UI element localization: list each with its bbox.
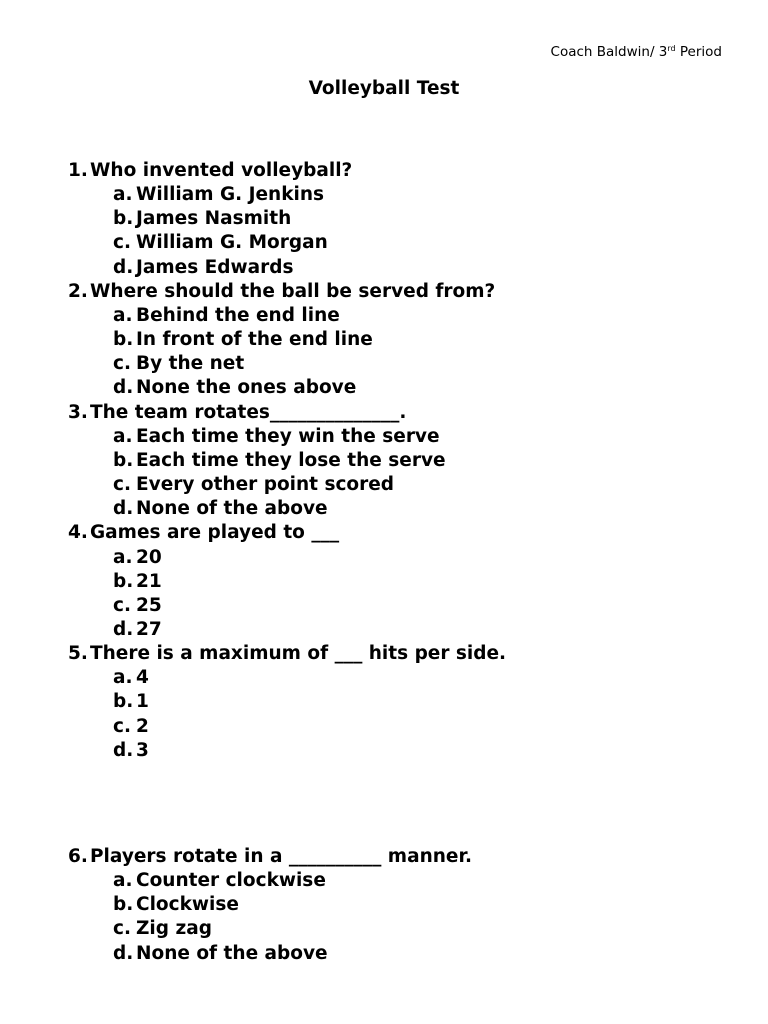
option-text: Behind the end line	[136, 304, 340, 326]
question-4	[68, 521, 748, 545]
question-text: Games are played to ___	[90, 522, 340, 544]
option-text: By the net	[136, 353, 245, 375]
question-number: 2.	[68, 280, 88, 302]
option-text: 21	[136, 570, 162, 592]
question-6	[68, 845, 748, 869]
option-text: 25	[136, 594, 162, 616]
option-letter: b.	[113, 449, 134, 471]
option-text: Each time they win the serve	[136, 425, 440, 447]
answer-option	[68, 183, 748, 207]
option-letter: a.	[113, 304, 133, 326]
option-letter: d.	[113, 942, 134, 964]
header-teacher-period	[551, 44, 722, 60]
header-period: Period	[675, 44, 722, 60]
question-number: 5.	[68, 643, 88, 665]
answer-option	[68, 449, 748, 473]
option-text: Every other point scored	[136, 474, 395, 496]
answer-option	[68, 570, 748, 594]
option-letter: a.	[113, 870, 133, 892]
option-text: Zig zag	[136, 918, 212, 940]
answer-option	[68, 893, 748, 917]
answer-option	[68, 328, 748, 352]
option-letter: d.	[113, 377, 134, 399]
option-text: None of the above	[136, 498, 328, 520]
option-letter: a.	[113, 184, 133, 206]
option-letter: c.	[113, 232, 131, 254]
option-text: James Edwards	[136, 256, 294, 278]
question-3	[68, 401, 748, 425]
option-letter: b.	[113, 329, 134, 351]
question-text: Where should the ball be served from?	[90, 280, 496, 302]
question-number: 1.	[68, 160, 88, 181]
option-text: Each time they lose the serve	[136, 449, 446, 471]
answer-option	[68, 497, 748, 521]
option-text: 20	[136, 546, 162, 568]
option-letter: b.	[113, 570, 134, 592]
answer-option	[68, 304, 748, 328]
answer-option	[68, 425, 748, 449]
option-text: William G. Jenkins	[136, 184, 325, 206]
option-letter: b.	[113, 894, 134, 916]
answer-option	[68, 376, 748, 400]
option-letter: d.	[113, 256, 134, 278]
page-gap	[68, 763, 748, 845]
option-letter: d.	[113, 618, 134, 640]
option-text: 2	[136, 715, 149, 737]
option-letter: d.	[113, 498, 134, 520]
option-text: 4	[136, 667, 149, 689]
option-text: James Nasmith	[136, 208, 292, 230]
option-letter: a.	[113, 667, 133, 689]
option-letter: b.	[113, 208, 134, 230]
option-letter: c.	[113, 474, 131, 496]
option-text: Counter clockwise	[136, 870, 326, 892]
option-text: None the ones above	[136, 377, 357, 399]
option-letter: a.	[113, 546, 133, 568]
option-letter: a.	[113, 425, 133, 447]
option-text: In front of the end line	[136, 329, 373, 351]
answer-option	[68, 917, 748, 941]
answer-option	[68, 690, 748, 714]
option-text: None of the above	[136, 942, 328, 964]
question-number: 4.	[68, 522, 88, 544]
answer-option	[68, 594, 748, 618]
question-list	[68, 159, 748, 966]
question-text: There is a maximum of ___ hits per side.	[90, 643, 507, 665]
option-text: 27	[136, 618, 162, 640]
question-number: 3.	[68, 401, 88, 423]
question-number: 6.	[68, 845, 88, 867]
answer-option	[68, 473, 748, 497]
question-text: The team rotates______________.	[90, 401, 407, 423]
answer-option	[68, 715, 748, 739]
header-ordinal-suffix: rd	[667, 44, 676, 53]
question-2	[68, 280, 748, 304]
option-text: William G. Morgan	[136, 232, 328, 254]
option-letter: d.	[113, 739, 134, 761]
answer-option	[68, 207, 748, 231]
header-teacher: Coach Baldwin/ 3	[550, 44, 668, 60]
option-text: Clockwise	[136, 894, 239, 916]
question-5	[68, 642, 748, 666]
option-letter: c.	[113, 918, 131, 940]
question-text: Who invented volleyball?	[90, 160, 353, 181]
page-title: Volleyball Test	[308, 78, 460, 99]
answer-option	[68, 869, 748, 893]
answer-option	[68, 546, 748, 570]
answer-option	[68, 231, 748, 255]
answer-option	[68, 256, 748, 280]
answer-option	[68, 666, 748, 690]
answer-option	[68, 942, 748, 966]
option-letter: c.	[113, 715, 131, 737]
answer-option	[68, 618, 748, 642]
option-letter: b.	[113, 691, 134, 713]
question-text: Players rotate in a __________ manner.	[90, 845, 472, 867]
option-text: 1	[136, 691, 149, 713]
option-letter: c.	[113, 594, 131, 616]
question-1	[68, 159, 748, 183]
option-letter: c.	[113, 353, 131, 375]
answer-option	[68, 352, 748, 376]
option-text: 3	[136, 739, 149, 761]
answer-option	[68, 739, 748, 763]
